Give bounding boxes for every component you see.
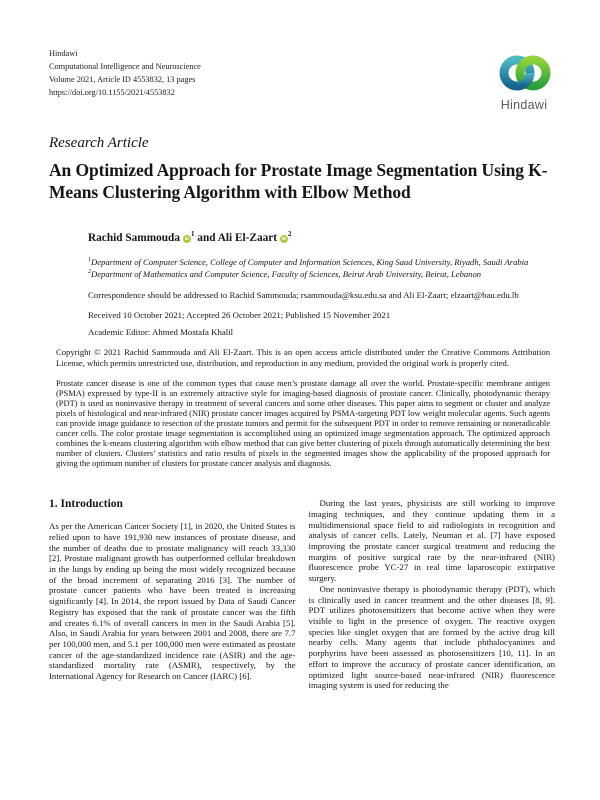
article-type: Research Article xyxy=(49,135,149,151)
article-body xyxy=(49,498,555,691)
left-column xyxy=(49,498,296,691)
copyright-notice: Copyright © 2021 Rachid Sammouda and Ali El-Zaart. This is an open access article distributed under the Creative Commons Attribution License, which permits unrestricted use, distribution, and reproduction in any medium, provided the original work is properly cited. xyxy=(56,347,550,369)
orcid-icon: iD xyxy=(184,235,190,241)
affiliation-number: 2 xyxy=(88,269,91,276)
front-matter xyxy=(88,230,555,338)
orcid-icon: iD xyxy=(281,235,287,241)
hindawi-logo-text: Hindawi xyxy=(500,98,548,112)
academic-editor: Academic Editor: Ahmed Mostafa Khalil xyxy=(88,327,234,338)
publisher-logo xyxy=(494,50,554,112)
abstract: Prostate cancer disease is one of the common types that cause men’s prostate damage all over the world. Prostate-specific membrane antigen (PSMA) expressed by type-II is an extremely attractive style for imaging-based diagnosis of prostate cancer. Clinically, photodynamic therapy (PDT) is used as noninvasive therapy in treatment of several cancers and some other diseases. This paper aims to segment or cluster and analyze pixels of histological and near-infrared (NIR) prostate cancer images acquired by PSMA-targeting PDT low weight molecular agents. Such agents can provide image guidance to resection of the prostate tumors and permit for the subsequent PDT in order to remove remaining or noneradicable cancer cells. The color prostate image segmentation is accomplished using an optimized image segmentation approach. The optimized approach combines the k-means clustering algorithm with elbow method that can give better clustering of pixels through automatically determining the best number of clusters. Clusters’ statistics and ratio results of pixels in the segmented images show the applicability of the proposed approach for giving the optimum number of clusters for prostate cancer analysis and diagnosis. xyxy=(56,377,550,469)
affiliation-number: 1 xyxy=(88,256,91,263)
article-title: An Optimized Approach for Prostate Image Segmentation Using K-Means Clustering Algorithm with Elbow Method xyxy=(49,160,548,203)
history-dates: Received 10 October 2021; Accepted 26 October 2021; Published 15 November 2021 xyxy=(88,310,391,321)
author-name: Rachid Sammouda xyxy=(88,231,180,244)
correspondence-line: Correspondence should be addressed to Rachid Sammouda; rsammouda@ksu.edu.sa and Ali El-Zaart; elzaart@bau.edu.lb xyxy=(88,290,519,301)
right-column xyxy=(309,498,556,691)
affiliations xyxy=(88,256,555,282)
author-line xyxy=(88,230,555,244)
publisher-name: Hindawi xyxy=(49,49,78,58)
body-paragraph: One noninvasive therapy is photodynamic therapy (PDT), which is clinically used in cancer treatment and the other diseases [8, 9]. PDT utilizes photosensitizers that become active when they were visible to light in the presence of oxygen. The reactive oxygen species like singlet oxygen that are formed by the active drug kill nearby cells. Many agents that include phthalocyanines and porphyrins have been assessed as photosensitizers [10, 11]. In an effort to improve the accuracy of prostate cancer identification, an optimized light source-based near-infrared (NIR) fluorescence imaging system is used for reducing the xyxy=(308,583,555,691)
body-paragraph: As per the American Cancer Society [1], in 2020, the United States is relied upon to have 191,930 new instances of prostate disease, and the number of deaths due to prostate malignancy will reach 33,330 [2]. Prostate malignant growth has outperformed cellular breakdown in the lungs by ending up being the most widely recognized because of the broad increment of separating 2016 [3]. The number of prostate cancer patients who have been treated is increasing significantly [4]. In 2014, the report issued by Data of Saudi Cancer Registry has exposed that the rank of prostate cancer was the fifth and creates 6.1% of overall cancers in men in the Saudi Arabia [5]. Also, in Saudi Arabia for years between 2001 and 2008, there are 7.7 per 100,000 men, and 5.1 per 100,000 men were estimated as prostate cancer of the age-standardized incidence rate (ASIR) and the age-standardized mortality rate (ASMR), respectively, by the International Agency for Research on Cancer (IARC) [6]. xyxy=(49,521,296,682)
doi-link: https://doi.org/10.1155/2021/4553832 xyxy=(49,87,175,97)
section-heading-introduction: 1. Introduction xyxy=(49,498,123,511)
author-affil-ref: 2 xyxy=(288,229,292,238)
volume-line: Volume 2021, Article ID 4553832, 13 pages xyxy=(49,74,196,84)
author-affil-ref: 1 xyxy=(190,229,195,238)
affiliation-text: Department of Computer Science, College of Computer and Information Sciences, King Saud University, Riyadh, Saudi Arabia xyxy=(91,256,529,267)
journal-meta xyxy=(49,48,201,100)
affiliation-line xyxy=(88,256,555,269)
body-paragraph: During the last years, physicists are still working to improve imaging techniques, and they continue updating them in a multidimensional space field to aid radiologists in recognition and analysis of cancer cells. Lately, Neuman et al. [7] have exposed improving the prostate cancer surgical treatment and reducing the margins of positive surgical rate by the near-infrared (NIR) fluorescence probe YC-27 in real time laparoscopic extirpative surgery. xyxy=(308,498,555,584)
affiliation-text: Department of Mathematics and Computer Science, Faculty of Sciences, Beirut Arab University, Beirut, Lebanon xyxy=(91,269,482,280)
author-separator: and xyxy=(194,231,218,244)
author-name: Ali El-Zaart xyxy=(217,231,278,244)
page-header xyxy=(49,48,555,112)
journal-name: Computational Intelligence and Neuroscience xyxy=(49,61,201,71)
affiliation-line xyxy=(88,268,555,281)
